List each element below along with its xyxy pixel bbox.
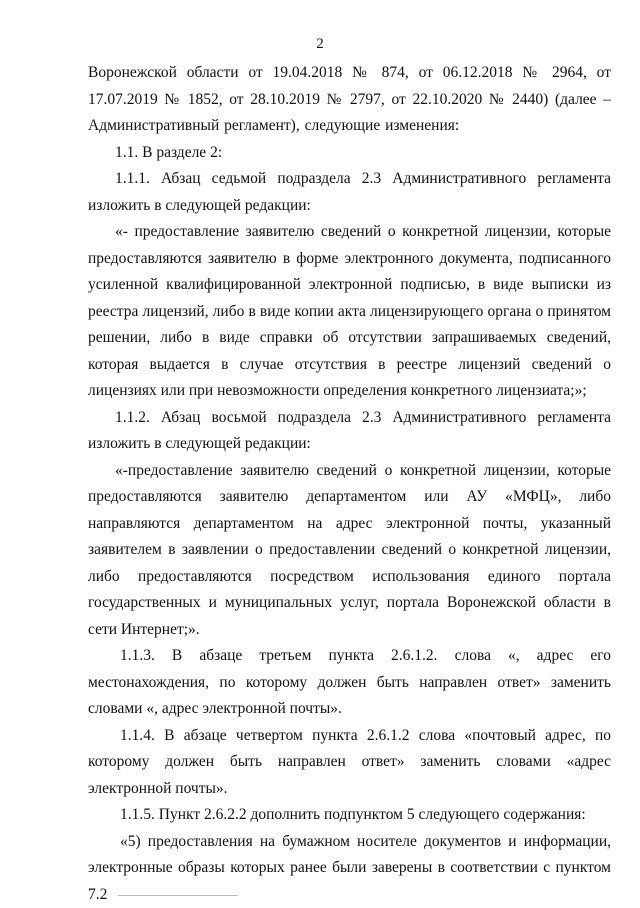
document-body bbox=[88, 60, 611, 908]
paragraph-1-1-1: 1.1.1. Абзац седьмой подраздела 2.3 Административного регламента изложить в следующей редакции: bbox=[88, 166, 611, 219]
paragraph-1-1-5: 1.1.5. Пункт 2.6.2.2 дополнить подпунктом 5 следующего содержания: bbox=[88, 802, 611, 829]
paragraph-intro-continuation: Воронежской области от 19.04.2018 № 874, от 06.12.2018 № 2964, от 17.07.2019 № 1852, от 28.10.2019 № 2797, от 22.10.2020 № 2440) (далее – Административный регламент), следующие изменения: bbox=[88, 60, 611, 140]
quote-subparagraph-5: «5) предоставления на бумажном носителе документов и информации, электронные образы которых ранее были заверены в соответствии с пунктом 7.2 bbox=[88, 829, 611, 908]
paragraph-1-1-2: 1.1.2. Абзац восьмой подраздела 2.3 Административного регламента изложить в следующей редакции: bbox=[88, 405, 611, 458]
scan-artifact-line bbox=[118, 895, 238, 896]
paragraph-1-1-4: 1.1.4. В абзаце четвертом пункта 2.6.1.2 слова «почтовый адрес, по которому должен быть направлен ответ» заменить словами «адрес электронной почты». bbox=[88, 723, 611, 803]
quote-paragraph-7: «- предоставление заявителю сведений о конкретной лицензии, которые предоставляются заявителю в форме электронного документа, подписанного усиленной квалифицированной электронной подписью, в виде выписки из реестра лицензий, либо в виде копии акта лицензирующего органа о принятом решении, либо в виде справки об отсутствии запрашиваемых сведений, которая выдается в случае отсутствия в реестре лицензий сведений о лицензиях или при невозможности определения конкретного лицензиата;»; bbox=[88, 219, 611, 405]
quote-paragraph-8: «-предоставление заявителю сведений о конкретной лицензии, которые предоставляются заявителю департаментом или АУ «МФЦ», либо направляются департаментом на адрес электронной почты, указанный заявителем в заявлении о предоставлении сведений о конкретной лицензии, либо предоставляются посредством использования единого портала государственных и муниципальных услуг, портала Воронежской области в сети Интернет;». bbox=[88, 458, 611, 644]
paragraph-1-1-3: 1.1.3. В абзаце третьем пункта 2.6.1.2. слова «, адрес его местонахождения, по которому должен быть направлен ответ» заменить словами «, адрес электронной почты». bbox=[88, 643, 611, 723]
paragraph-1-1: 1.1. В разделе 2: bbox=[88, 140, 611, 167]
page-number: 2 bbox=[0, 36, 640, 53]
